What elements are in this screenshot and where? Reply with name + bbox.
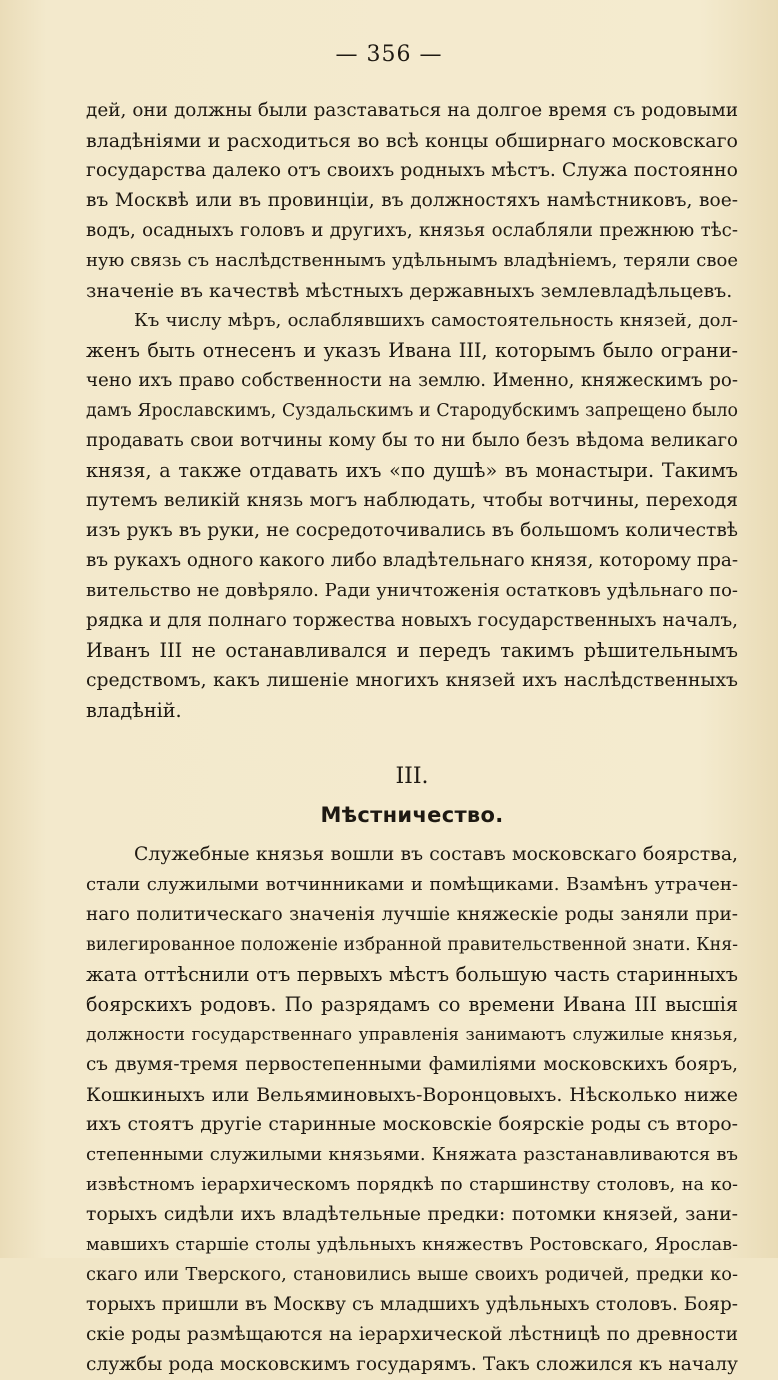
text-line: скіе роды размѣщаются на іерархической лѣстницѣ по древности: [86, 1324, 738, 1345]
text-line: въ Москвѣ или въ провинціи, въ должностяхъ намѣстниковъ, вое-: [86, 190, 738, 211]
text-line: вилегированное положеніе избранной правительственной знати. Кня-: [86, 935, 739, 955]
text-line: торыхъ сидѣли ихъ владѣтельные предки: потомки князей, зани-: [86, 1204, 738, 1225]
text-line: значеніе въ качествѣ мѣстныхъ державныхъ землевладѣльцевъ.: [86, 280, 733, 302]
text-line: должности государственнаго управленія занимаютъ служилые князья,: [86, 1025, 738, 1045]
text-line: чено ихъ право собственности на землю. Именно, княжескимъ ро-: [86, 370, 738, 391]
text-line: изъ рукъ въ руки, не сосредоточивались въ большомъ количествѣ: [86, 520, 738, 541]
text-line: владѣніями и расходиться во всѣ концы обширнаго московскаго: [86, 130, 738, 152]
text-line: вительство не довѣряло. Ради уничтоженія остатковъ удѣльнаго по-: [86, 580, 738, 601]
paragraph-3: [86, 840, 738, 1380]
text-line: князя, а также отдавать ихъ «по душѣ» въ монастыри. Такимъ: [86, 459, 738, 482]
text-line: дамъ Ярославскимъ, Суздальскимъ и Стародубскимъ запрещено было: [86, 401, 738, 421]
text-line: Кошкиныхъ или Вельяминовыхъ-Воронцовыхъ. Нѣсколько ниже: [86, 1084, 738, 1106]
text-line: владѣній.: [86, 699, 182, 722]
text-line: съ двумя-тремя первостепенными фамиліями московскихъ бояръ,: [86, 1054, 738, 1075]
text-line: продавать свои вотчины кому бы то ни было безъ вѣдома великаго: [86, 430, 738, 451]
text-line: ихъ стоятъ другіе старинные московскіе боярскіе роды съ второ-: [86, 1114, 738, 1135]
text-line: мавшихъ старшіе столы удѣльныхъ княжествъ Ростовскаго, Ярослав-: [86, 1235, 738, 1255]
page-number: — 356 —: [335, 42, 443, 67]
text-line: рядка и для полнаго торжества новыхъ государственныхъ началъ,: [86, 610, 738, 631]
paragraph-2: [86, 306, 738, 726]
text-line: торыхъ пришли въ Москву съ младшихъ удѣльныхъ столовъ. Бояр-: [86, 1294, 738, 1315]
body-text: [86, 96, 738, 1380]
text-line: средствомъ, какъ лишеніе многихъ князей ихъ наслѣдственныхъ: [86, 670, 738, 691]
text-line: боярскихъ родовъ. По разрядамъ со времени Ивана III высшія: [86, 993, 738, 1016]
text-line: дей, они должны были разставаться на долгое время съ родовыми: [86, 100, 738, 121]
section-number: III.: [395, 764, 429, 789]
text-line: въ рукахъ одного какого либо владѣтельнаго князя, которому пра-: [86, 550, 739, 571]
text-line: скаго или Тверского, становились выше своихъ родичей, предки ко-: [86, 1264, 738, 1285]
text-line: степенными служилыми князьями. Княжата разстанавливаются въ: [86, 1144, 738, 1165]
text-line: наго политическаго значенія лучшіе княжескіе роды заняли при-: [86, 904, 738, 925]
text-line: жата оттѣснили отъ первыхъ мѣстъ большую часть старинныхъ: [86, 963, 738, 986]
text-line: стали служилыми вотчинниками и помѣщиками. Взамѣнъ утрачен-: [86, 874, 738, 895]
paragraph-1: [86, 96, 738, 306]
text-line: Къ числу мѣръ, ослаблявшихъ самостоятельность князей, дол-: [134, 310, 738, 331]
text-line: путемъ великій князь могъ наблюдать, чтобы вотчины, переходя: [86, 490, 738, 511]
text-line: извѣстномъ іерархическомъ порядкѣ по старшинству столовъ, на ко-: [86, 1175, 738, 1195]
text-line: государства далеко отъ своихъ родныхъ мѣстъ. Служа постоянно: [86, 160, 738, 181]
text-line: ную связь съ наслѣдственнымъ удѣльнымъ владѣніемъ, теряли свое: [86, 250, 738, 271]
text-line: женъ быть отнесенъ и указъ Ивана III, которымъ было ограни-: [86, 339, 738, 362]
text-line: службы рода московскимъ государямъ. Такъ сложился къ началу: [86, 1354, 738, 1375]
section-title: Мѣстничество.: [320, 803, 504, 827]
text-line: Служебные князья вошли въ составъ московскаго боярства,: [134, 844, 738, 865]
text-line: Иванъ III не останавливался и передъ такимъ рѣшительнымъ: [86, 639, 738, 662]
text-line: водъ, осадныхъ головъ и другихъ, князья ослабляли прежнюю тѣс-: [86, 220, 738, 241]
